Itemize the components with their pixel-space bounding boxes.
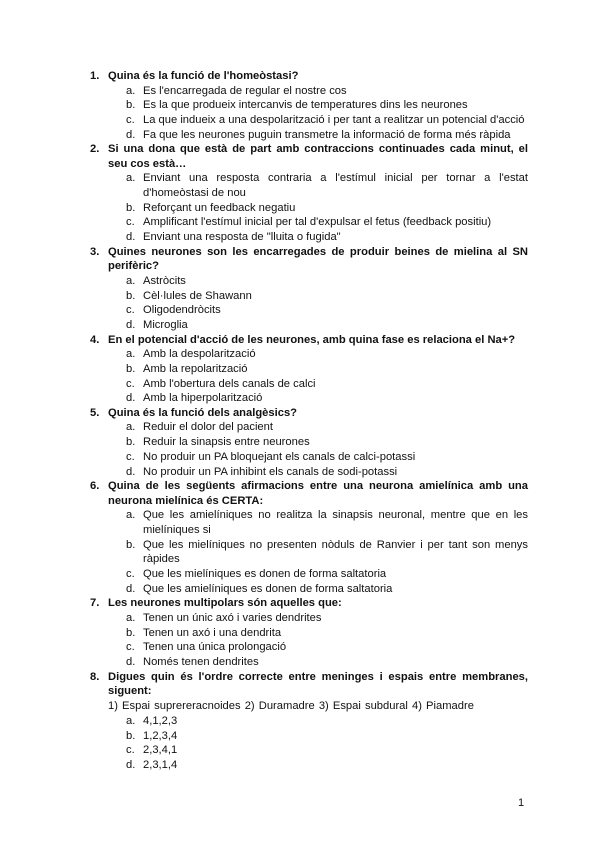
option-letter: b. [126, 362, 136, 375]
option-text: Amb la despolarització [143, 348, 256, 361]
answer-option [90, 729, 528, 744]
option-text: Enviant una resposta contraria a l'estímul inicial per tornar a l'estat d'homeòstasi de nou [143, 172, 528, 200]
option-letter: a. [126, 611, 136, 624]
option-letter: d. [126, 758, 136, 771]
option-text: 1,2,3,4 [143, 729, 178, 742]
option-text: Microglia [143, 318, 188, 331]
option-text: No produir un PA bloquejant els canals de calci-potassi [143, 450, 416, 463]
answer-option [90, 84, 528, 99]
question-heading [90, 596, 528, 611]
option-letter: d. [126, 656, 136, 669]
answer-option [90, 538, 528, 567]
option-letter: d. [126, 231, 136, 244]
option-text: Es l'encarregada de regular el nostre cos [143, 84, 347, 97]
page-number: 1 [518, 797, 525, 809]
answer-option [90, 113, 528, 128]
option-text: 2,3,1,4 [143, 758, 178, 771]
answer-option [90, 582, 528, 597]
option-letter: a. [126, 421, 136, 434]
option-text: Tenen un axó i una dendrita [143, 626, 282, 639]
answer-option [90, 611, 528, 626]
option-letter: a. [126, 274, 136, 287]
answer-option [90, 362, 528, 377]
option-letter: a. [126, 172, 136, 185]
option-text: Que les amielíniques es donen de forma saltatoria [143, 582, 393, 595]
answer-option [90, 391, 528, 406]
option-text: Tenen un únic axó i varies dendrites [143, 611, 322, 624]
question-heading [90, 406, 528, 421]
option-letter: b. [126, 626, 136, 639]
option-letter: b. [126, 99, 136, 112]
option-text: Es la que produeix intercanvis de temperatures dins les neurones [143, 99, 468, 112]
option-text: Enviant una resposta de "lluita o fugida" [143, 231, 341, 244]
option-letter: b. [126, 436, 136, 449]
answer-option [90, 420, 528, 435]
option-letter: d. [126, 128, 136, 141]
option-letter: c. [126, 641, 135, 654]
answer-option [90, 435, 528, 450]
answer-option [90, 450, 528, 465]
answer-option [90, 508, 528, 537]
question [90, 479, 528, 596]
question-heading [90, 333, 528, 348]
question [90, 142, 528, 245]
question-text: Quina és la funció de l'homeòstasi? [108, 70, 299, 82]
question-text: Quina és la funció dels analgèsics? [108, 406, 298, 419]
option-text: Amplificant l'estímul inicial per tal d'expulsar el fetus (feedback positiu) [143, 216, 492, 229]
option-text: Reforçant un feedback negatiu [143, 201, 296, 214]
option-letter: b. [126, 201, 136, 214]
option-text: Amb la hiperpolarització [143, 392, 263, 405]
quiz-document [90, 69, 528, 773]
option-letter: d. [126, 465, 136, 478]
answer-option [90, 215, 528, 230]
option-letter: d. [126, 582, 136, 595]
option-text: Astròcits [143, 274, 186, 287]
answer-option [90, 640, 528, 655]
option-text: Tenen una única prolongació [143, 641, 287, 654]
answer-option [90, 98, 528, 113]
question-text: Quines neurones son les encarregades de produir beines de mielina al SN perifèric? [108, 245, 528, 273]
question-number: 5. [90, 406, 100, 419]
option-letter: c. [126, 304, 135, 317]
question [90, 406, 528, 479]
question-heading [90, 69, 528, 84]
option-text: Que les mielíniques es donen de forma saltatoria [143, 568, 387, 581]
answer-option [90, 318, 528, 333]
option-text: Reduir la sinapsis entre neurones [143, 436, 310, 449]
answer-option [90, 567, 528, 582]
answer-option [90, 377, 528, 392]
question [90, 245, 528, 333]
option-text: La que indueix a una despolarització i per tant a realitzar un potencial d'acció [143, 113, 525, 126]
option-letter: d. [126, 318, 136, 331]
option-text: Amb l'obertura dels canals de calci [143, 377, 316, 390]
answer-option [90, 171, 528, 200]
option-text: No produir un PA inhibint els canals de sodi-potassi [143, 465, 398, 478]
question [90, 596, 528, 669]
option-text: Amb la repolarització [143, 362, 248, 375]
question-text: Digues quin és l'ordre correcte entre meninges i espais entre membranes, siguent: [108, 670, 528, 698]
question-number: 8. [90, 670, 100, 683]
question-text: Les neurones multipolars són aquelles que: [108, 597, 342, 610]
question-text: En el potencial d'acció de les neurones, amb quina fase es relaciona el Na+? [108, 333, 516, 346]
question-number: 7. [90, 597, 100, 610]
question [90, 69, 528, 142]
answer-option [90, 347, 528, 362]
option-letter: b. [126, 538, 136, 551]
question-text: Si una dona que està de part amb contraccions continuades cada minut, el seu cos està… [108, 143, 528, 170]
question-number: 2. [90, 143, 100, 156]
question-text: Quina de les següents afirmacions entre una neurona amielínica amb una neurona mielínica és CERTA: [108, 480, 528, 507]
option-text: Oligodendròcits [143, 304, 221, 317]
answer-option [90, 274, 528, 289]
option-text: Cèl·lules de Shawann [143, 289, 252, 302]
question-number: 6. [90, 480, 100, 493]
answer-option [90, 626, 528, 641]
option-letter: c. [126, 568, 135, 581]
question [90, 670, 528, 773]
option-text: Només tenen dendrites [143, 656, 259, 669]
answer-option [90, 289, 528, 304]
option-letter: b. [126, 289, 136, 302]
option-text: Que les mielíniques no presenten nòduls de Ranvier i per tant son menys ràpides [143, 538, 528, 566]
option-letter: a. [126, 714, 136, 727]
option-letter: a. [126, 84, 136, 97]
option-text: Fa que les neurones puguin transmetre la informació de forma més ràpida [143, 128, 511, 141]
question-number: 3. [90, 245, 100, 258]
answer-option [90, 201, 528, 216]
option-letter: b. [126, 729, 136, 742]
question-heading [90, 670, 528, 699]
question-number: 4. [90, 333, 100, 346]
question [90, 333, 528, 406]
option-letter: c. [126, 216, 135, 229]
answer-option [90, 303, 528, 318]
answer-option [90, 465, 528, 480]
option-text: 2,3,4,1 [143, 744, 178, 757]
question-heading [90, 142, 528, 171]
question-heading [90, 245, 528, 274]
option-letter: a. [126, 509, 136, 522]
option-letter: a. [126, 348, 136, 361]
option-letter: c. [126, 450, 135, 463]
answer-option [90, 714, 528, 729]
question-legend: 1) Espai suprereracnoides 2) Duramadre 3) Espai subdural 4) Piamadre [108, 699, 474, 712]
option-text: Que les amielíniques no realitza la sinapsis neuronal, mentre que en les mielíniques si [143, 509, 528, 536]
option-text: Reduir el dolor del pacient [143, 421, 273, 434]
option-letter: c. [126, 113, 135, 126]
answer-option [90, 230, 528, 245]
question-number: 1. [90, 70, 100, 82]
option-letter: c. [126, 744, 135, 757]
question-heading [90, 479, 528, 508]
option-text: 4,1,2,3 [143, 714, 178, 727]
option-letter: d. [126, 392, 136, 405]
answer-option [90, 128, 528, 143]
answer-option [90, 743, 528, 758]
answer-option [90, 758, 528, 773]
answer-option [90, 655, 528, 670]
option-letter: c. [126, 377, 135, 390]
